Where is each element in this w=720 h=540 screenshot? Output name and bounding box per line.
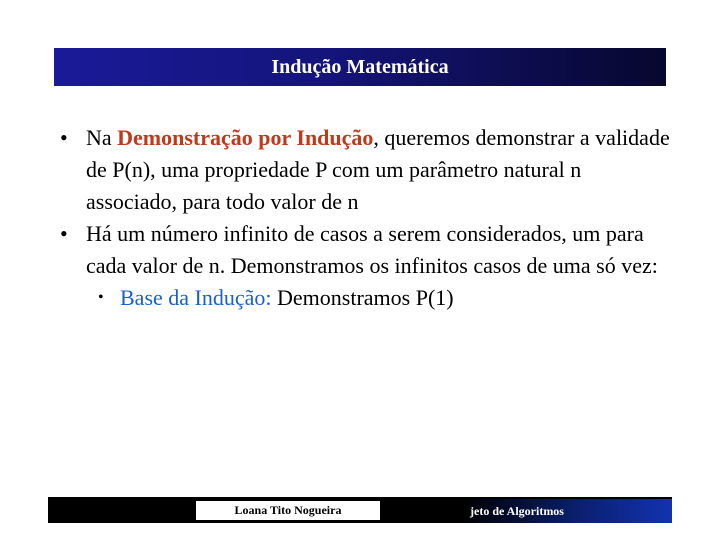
sub-bullet-highlight: Base da Indução:: [120, 285, 272, 310]
slide-title: Indução Matemática: [271, 55, 449, 78]
sub-bullet-marker: •: [98, 289, 104, 306]
bullet-marker: •: [60, 221, 68, 246]
slide-title-bar: [54, 48, 666, 86]
bullet-highlight: Demonstração por Indução: [117, 125, 374, 150]
sub-bullet-body: Demonstramos P(1): [271, 285, 454, 310]
bullet-text: Há um número infinito de casos a serem considerados, um para cada valor de n. Demonstramos os infinitos casos de uma só vez:: [86, 221, 658, 278]
footer-author: Loana Tito Nogueira: [196, 501, 380, 520]
bullet-suffix: , queremos demonstrar a validade de P(n), uma propriedade P com um parâmetro natural n associado, para todo valor de n: [86, 125, 670, 214]
bullet-item-1: [54, 122, 674, 218]
sub-bullet-item-1: [98, 282, 674, 314]
bullet-text: [86, 122, 674, 218]
slide-content: [54, 122, 674, 314]
slide-footer: [48, 497, 672, 523]
footer-course: jeto de Algoritmos: [462, 499, 672, 523]
bullet-prefix: Na: [86, 125, 118, 150]
bullet-marker: •: [60, 125, 68, 150]
bullet-item-2: [54, 218, 674, 282]
sub-bullet-text: [120, 282, 674, 314]
